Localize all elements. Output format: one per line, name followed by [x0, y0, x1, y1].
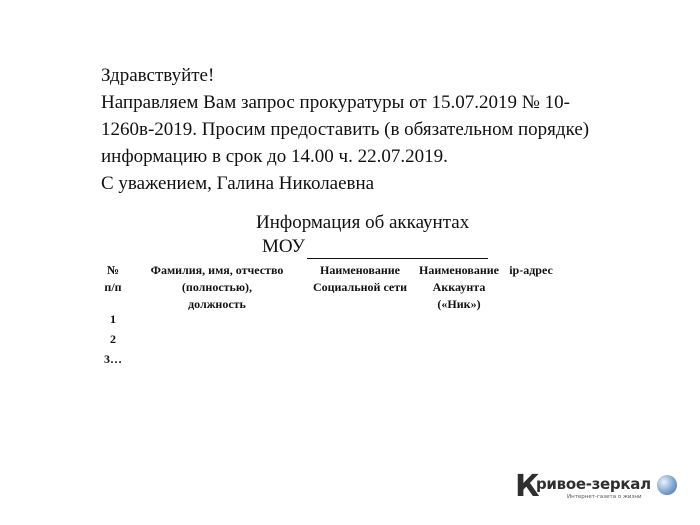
header-line: ip-адрес	[509, 263, 553, 277]
header-line: должность	[188, 297, 246, 311]
letter-body	[101, 62, 661, 197]
row-number: 1	[110, 312, 116, 326]
header-full-name	[142, 262, 292, 313]
header-line: п/п	[104, 280, 122, 294]
letter-line-2: 1260в-2019. Просим предоставить (в обязательном порядке)	[101, 119, 590, 140]
header-line: («Ник»)	[437, 297, 481, 311]
org-blank-line	[307, 238, 488, 259]
logo-tagline: Интернет-газета о жизни	[567, 494, 642, 500]
header-account	[413, 262, 505, 313]
logo-letter: К	[515, 469, 540, 504]
closing: С уважением, Галина Николаевна	[101, 173, 375, 194]
watermark-logo	[515, 469, 675, 508]
mirror-ball-icon	[657, 475, 677, 495]
org-field	[262, 235, 488, 259]
header-line: Наименование	[320, 263, 400, 277]
header-line: Аккаунта	[432, 280, 486, 294]
row-number: 2	[110, 332, 116, 346]
header-ip-address	[504, 262, 558, 279]
org-label: МОУ	[262, 236, 306, 257]
greeting: Здравствуйте!	[101, 65, 215, 86]
header-number	[100, 262, 126, 296]
header-line: Наименование	[419, 263, 499, 277]
header-line: №	[106, 263, 120, 277]
logo-name: ривое-зеркал	[536, 475, 651, 493]
row-number: 3…	[104, 352, 122, 366]
form-title: Информация об аккаунтах	[256, 212, 470, 233]
header-social-network	[306, 262, 414, 296]
header-line: (полностью),	[181, 280, 253, 294]
letter-line-3: информацию в срок до 14.00 ч. 22.07.2019.	[101, 146, 448, 167]
letter-line-1: Направляем Вам запрос прокуратуры от 15.07.2019 № 10-	[101, 92, 570, 113]
header-line: Фамилия, имя, отчество	[150, 263, 284, 277]
header-line: Социальной сети	[312, 280, 408, 294]
